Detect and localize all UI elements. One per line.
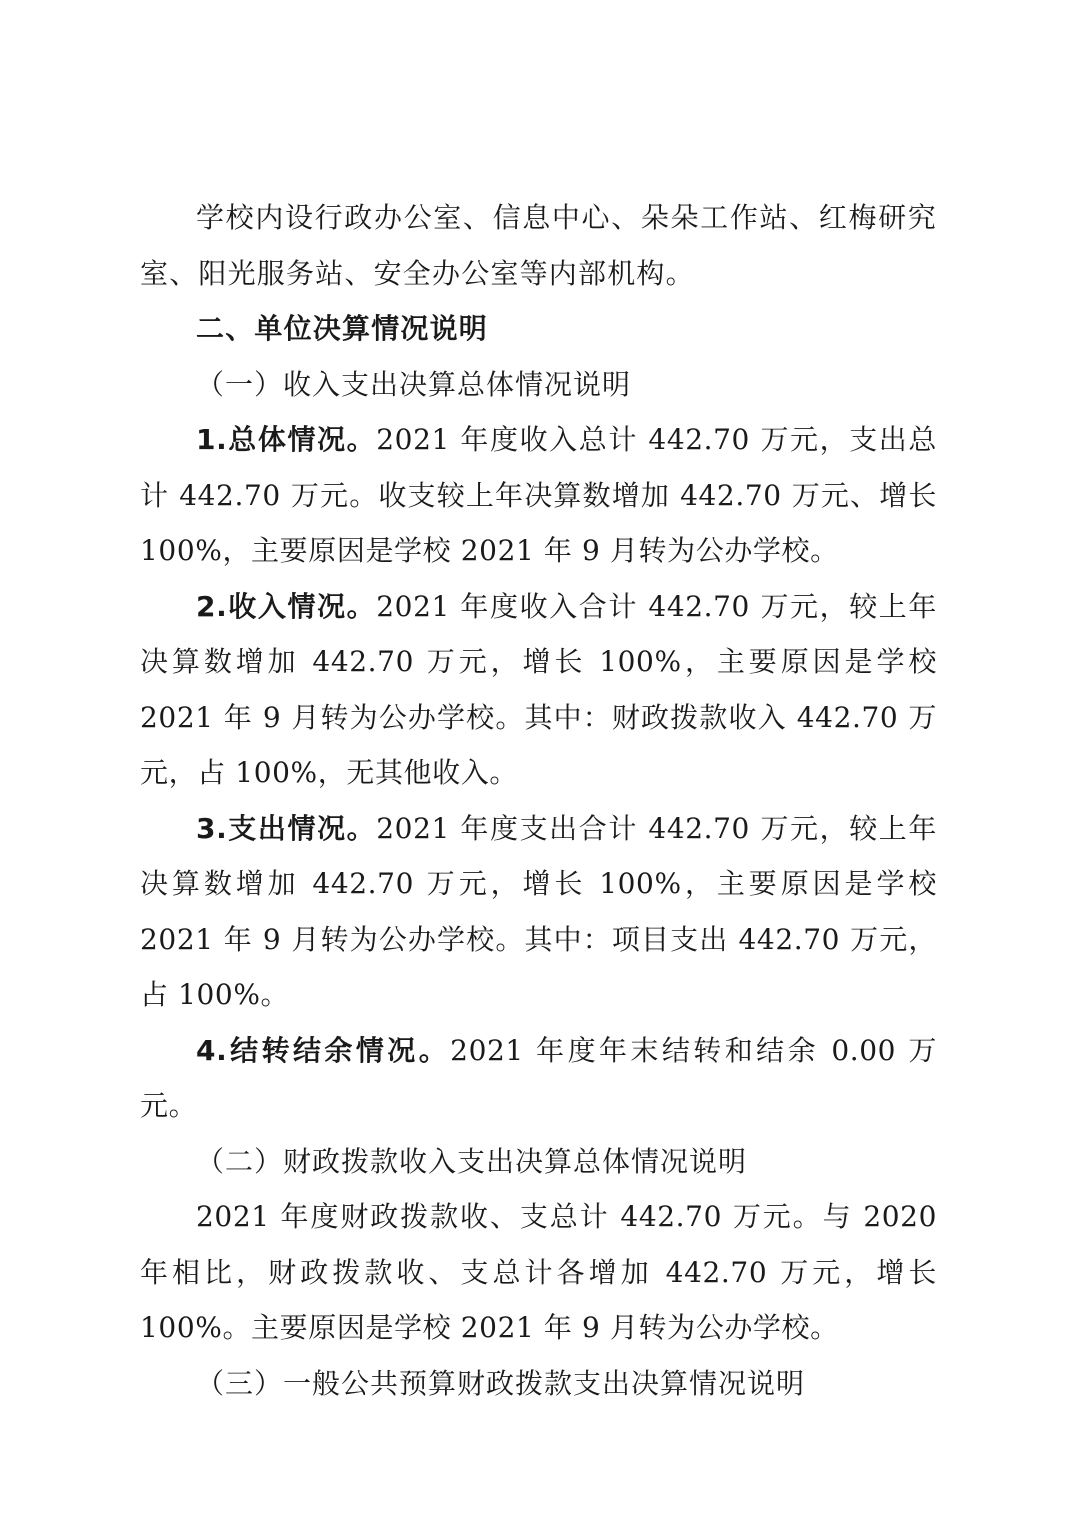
overall-situation-lead: 1.总体情况。 <box>196 423 377 456</box>
balance-situation-paragraph <box>140 1023 937 1134</box>
internal-structure-paragraph: 学校内设行政办公室、信息中心、朵朵工作站、红梅研究室、阳光服务站、安全办公室等内部机构。 <box>140 201 937 290</box>
expense-situation-paragraph <box>140 801 937 1023</box>
document-page <box>140 190 937 1411</box>
subsection-heading-income-expense: （一）收入支出决算总体情况说明 <box>196 367 632 401</box>
subsection-heading-fiscal-appropriation: （二）财政拨款收入支出决算总体情况说明 <box>196 1144 748 1178</box>
expense-situation-lead: 3.支出情况。 <box>196 811 377 845</box>
overall-situation-paragraph <box>140 412 937 579</box>
subsection-heading-general-budget: （三）一般公共预算财政拨款支出决算情况说明 <box>196 1366 806 1400</box>
fiscal-appropriation-paragraph: 2021 年度财政拨款收、支总计 442.70 万元。与 2020 年相比，财政拨款收、支总计各增加 442.70 万元，增长 100%。主要原因是学校 2021 年 9 月转为公办学校。 <box>140 1200 937 1344</box>
balance-situation-lead: 4.结转结余情况。 <box>196 1033 451 1067</box>
income-situation-paragraph <box>140 579 937 801</box>
expense-situation-body: 2021 年度支出合计 442.70 万元，较上年决算数增加 442.70 万元，增长 100%，主要原因是学校 2021 年 9 月转为公办学校。其中：项目支出 442.70 万元，占 100%。 <box>140 811 937 1011</box>
income-situation-lead: 2.收入情况。 <box>196 589 377 623</box>
balance-situation-body: 2021 年度年末结转和结余 0.00 万元。 <box>140 1033 937 1122</box>
section-heading-unit-accounts: 二、单位决算情况说明 <box>196 312 489 345</box>
income-situation-body: 2021 年度收入合计 442.70 万元，较上年决算数增加 442.70 万元，增长 100%，主要原因是学校 2021 年 9 月转为公办学校。其中：财政拨款收入 442.70 万元，占 100%，无其他收入。 <box>140 589 937 789</box>
overall-situation-body: 2021 年度收入总计 442.70 万元，支出总计 442.70 万元。收支较上年决算数增加 442.70 万元、增长 100%，主要原因是学校 2021 年 9 月转为公办学校。 <box>140 423 937 567</box>
